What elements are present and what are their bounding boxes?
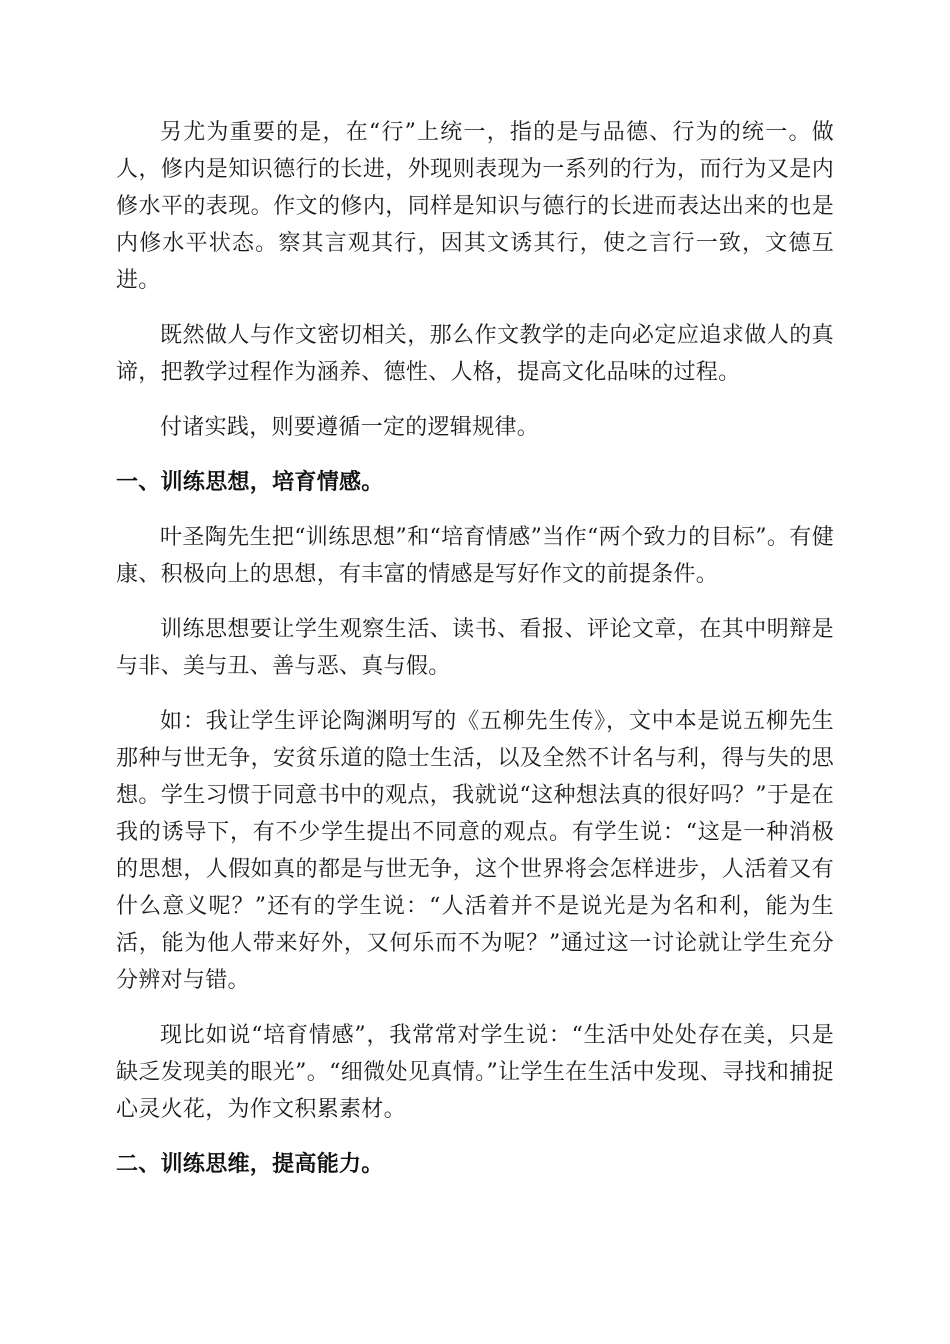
paragraph-writing-and-character: 既然做人与作文密切相关，那么作文教学的走向必定应追求做人的真谛，把教学过程作为涵养、德性、人格，提高文化品味的过程。 xyxy=(116,323,834,385)
paragraph-cultivate-emotion: 现比如说“培育情感”，我常常对学生说：“生活中处处存在美，只是缺乏发现美的眼光”。“细微处见真情。”让学生在生活中发现、寻找和捕捉心灵火花，为作文积累素材。 xyxy=(116,1023,834,1122)
document-body xyxy=(116,114,834,1201)
paragraph-train-thought: 训练思想要让学生观察生活、读书、看报、评论文章，在其中明辩是与非、美与丑、善与恶、真与假。 xyxy=(116,617,834,679)
section-heading-2: 二、训练思维，提高能力。 xyxy=(116,1152,384,1177)
section-heading-1: 一、训练思想，培育情感。 xyxy=(116,470,384,495)
paragraph-ye-shengtao-goals: 叶圣陶先生把“训练思想”和“培育情感”当作“两个致力的目标”。有健康、积极向上的思想，有丰富的情感是写好作文的前提条件。 xyxy=(116,525,834,587)
paragraph-practice-rules: 付诸实践，则要遵循一定的逻辑规律。 xyxy=(160,415,540,440)
paragraph-unity-of-conduct: 另尤为重要的是，在“行”上统一，指的是与品德、行为的统一。做人，修内是知识德行的长进，外现则表现为一系列的行为，而行为又是内修水平的表现。作文的修内，同样是知识与德行的长进而表达出来的也是内修水平状态。察其言观其行，因其文诱其行，使之言行一致，文德互进。 xyxy=(116,120,834,293)
paragraph-wuliu-example: 如：我让学生评论陶渊明写的《五柳先生传》，文中本是说五柳先生那种与世无争，安贫乐道的隐士生活，以及全然不计名与利，得与失的思想。学生习惯于同意书中的观点，我就说“这种想法真的很好吗？”于是在我的诱导下，有不少学生提出不同意的观点。有学生说：“这是一种消极的思想，人假如真的都是与世无争，这个世界将会怎样进步，人活着又有什么意义呢？”还有的学生说：“人活着并不是说光是为名和利，能为生活，能为他人带来好外，又何乐而不为呢？”通过这一讨论就让学生充分分辨对与错。 xyxy=(116,709,834,993)
